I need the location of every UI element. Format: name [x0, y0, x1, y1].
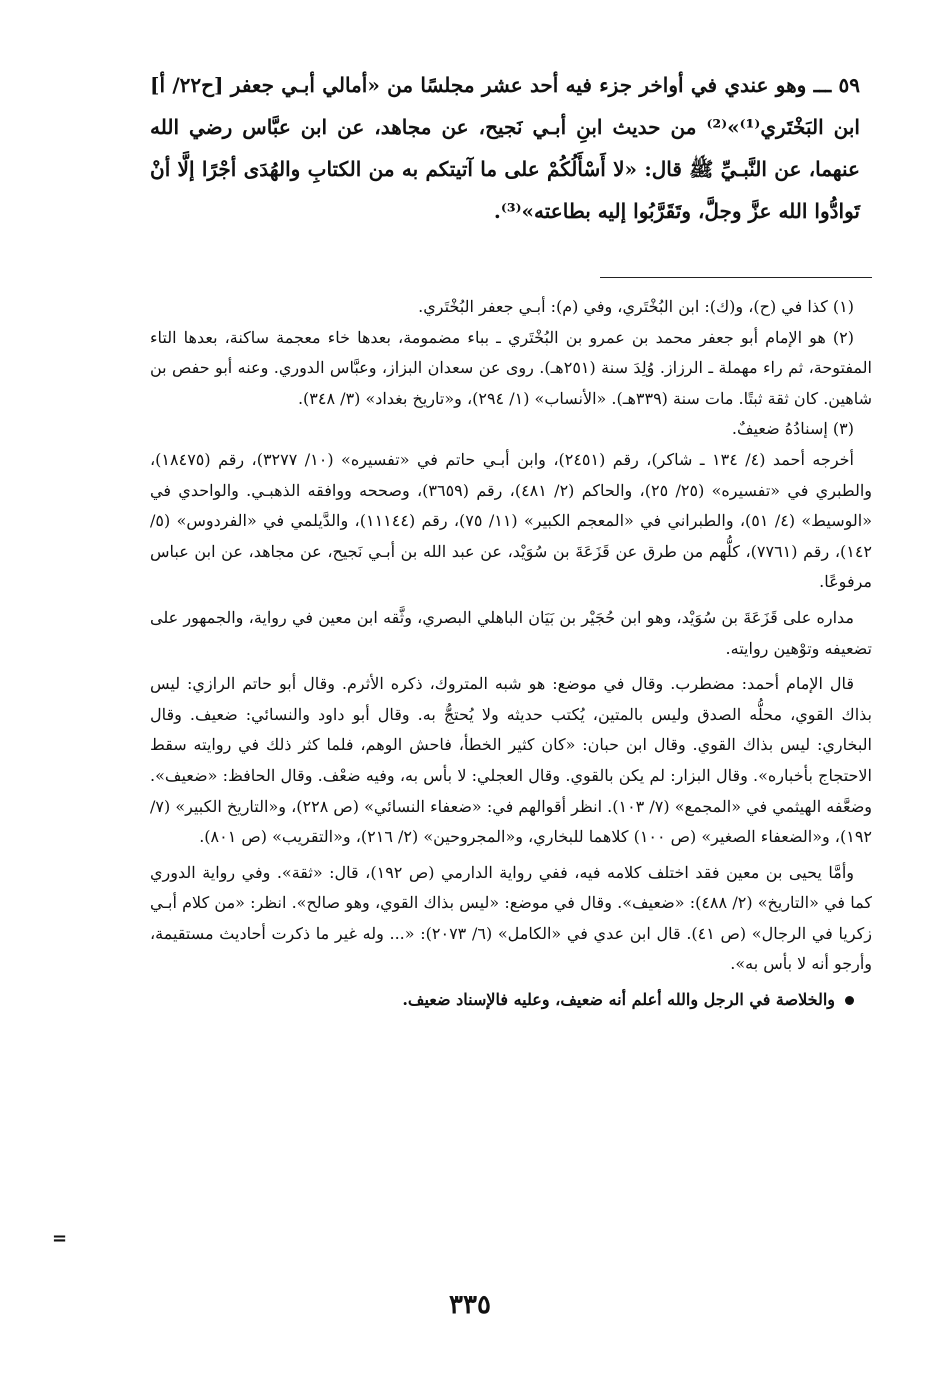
hadith-paragraph: ٥٩ ـــ وهو عندي في أواخر جزء فيه أحد عشر مجلسًا من «أمالي أبـي جعفر [ح٢٢/ أ] ابن البَخْتَري⁽¹⁾»⁽²⁾ من حديث ابنِ أبـي نَجيح، عن مجاهد، عن ابن عبَّاس رضي الله عنهما، عن النَّبـيِّ ﷺ قال: «لا أَسْأَلُكُمْ على ما آتيتكم به من الكتابِ والهُدَى أجْرًا إلَّا أنْ تَوادُّوا الله عزَّ وجلَّ، وتَقَرَّبُوا إليه بطاعته»⁽³⁾. — [150, 73, 860, 223]
page-number: ٣٣٥ — [449, 1290, 491, 1320]
footnote-3-ibn-maeen: وأمَّا يحيى بن معين فقد اختلف كلامه فيه، ففي رواية الدارمي (ص ١٩٢)، قال: «ثقة». وفي رواية الدوري كما في «التاريخ» (٢/ ٤٨٨): «ضعيف». وقال في موضع: «ليس بذاك القوي، وهو صالح». انظر: «من كلام أبـي زكريا في الرجال» (ص ٤١). قال ابن عدي في «الكامل» (٦/ ٢٠٧٣): «... وله غير ما ذكرت أحاديث مستقيمة، وأرجو أنه لا بأس به». — [150, 862, 873, 974]
bullet-icon — [845, 996, 854, 1005]
footnote-3-aqwal: قال الإمام أحمد: مضطرب. وقال في موضع: هو شبه المتروك، ذكره الأثرم. وقال أبو حاتم الرازي: ليس بذاك القوي، محلُّه الصدق وليس بالمتين، يُكتب حديثه ولا يُحتجُّ به. وقال أبو داود والنسائي: ضعيف. وقال البخاري: ليس بذاك القوي. وقال ابن حبان: «كان كثير الخطأ، فاحش الوهم، فلما كثر ذلك في روايته سقط الاحتجاج بأخباره». وقال البزار: لم يكن بالقوي. وقال العجلي: لا بأس به، وفيه ضعْف. وقال الحافظ: «ضعيف». وضعَّفه الهيثمي في «المجمع» (٧/ ١٠٣). انظر أقوالهم في: «ضعفاء النسائي» (ص ٢٢٨)، و«التاريخ الكبير» (٧/ ١٩٢)، و«الضعفاء الصغير» (ص ١٠٠) كلاهما للبخاري، و«المجروحين» (٢/ ٢١٦)، و«التقريب» (ص ٨٠١). — [150, 674, 873, 847]
footnote-separator — [600, 277, 872, 278]
hadith-main-text — [150, 64, 860, 232]
conclusion-line — [150, 985, 872, 1016]
footnotes-section — [150, 292, 872, 1016]
continuation-mark: = — [52, 1228, 68, 1249]
footnote-3-takhrij: أخرجه أحمد (٤/ ١٣٤ ـ شاكر)، رقم (٢٤٥١)، وابن أبـي حاتم في «تفسيره» (١٠/ ٣٢٧٧)، رقم (١٨٤٧٥)، والطبري في «تفسيره» (٢٥/ ٢٥)، والحاكم (٢/ ٤٨١)، رقم (٣٦٥٩)، وصححه ووافقه الذهبـي. والواحدي في «الوسيط» (٤/ ٥١)، والطبراني في «المعجم الكبير» (١١/ ٧٥)، رقم (١١١٤٤)، والدَّيلمي في «الفردوس» (٥/ ١٤٢)، رقم (٧٧٦١)، كلُّهم من طرق عن قَزَعَةَ بن سُوَيْد، عن عبد الله بن أبـي نَجيح، عن مجاهد، عن ابن عباس مرفوعًا. — [150, 449, 873, 592]
footnote-3-madar: مداره على قَزَعَةَ بن سُوَيْد، وهو ابن حُجَيْر بن بَيَان الباهلي البصري، وثَّقه ابن معين في رواية، والجمهور على تضعيفه وتوْهين روايته. — [150, 607, 872, 658]
footnote-1: (١) كذا في (ح)، و(ك): ابن البُخْتَري، وفي (م): أبـي جعفر البُخْتَري. — [418, 297, 854, 316]
conclusion-text: والخلاصة في الرجل والله أعلم أنه ضعيف، وعليه فالإسناد ضعيف. — [402, 990, 835, 1010]
footnote-3-heading: (٣) إسنادُهُ ضعيفٌ. — [731, 419, 854, 439]
footnote-2: (٢) هو الإمام أبو جعفر محمد بن عمرو بن البُخْتَري ـ بباء مضمومة، بعدها خاء معجمة ساكنة، بعدها التاء المفتوحة، ثم راء مهملة ـ الرزاز. وُلِدَ سنة (٢٥١هـ). روى عن سعدان البزاز، وعبَّاس الدوري. وعنه أبو حفص بن شاهين. كان ثقة ثبتًا. مات سنة (٣٣٩هـ). «الأنساب» (١/ ٢٩٤)، و«تاريخ بغداد» (٣/ ٣٤٨). — [150, 327, 872, 408]
